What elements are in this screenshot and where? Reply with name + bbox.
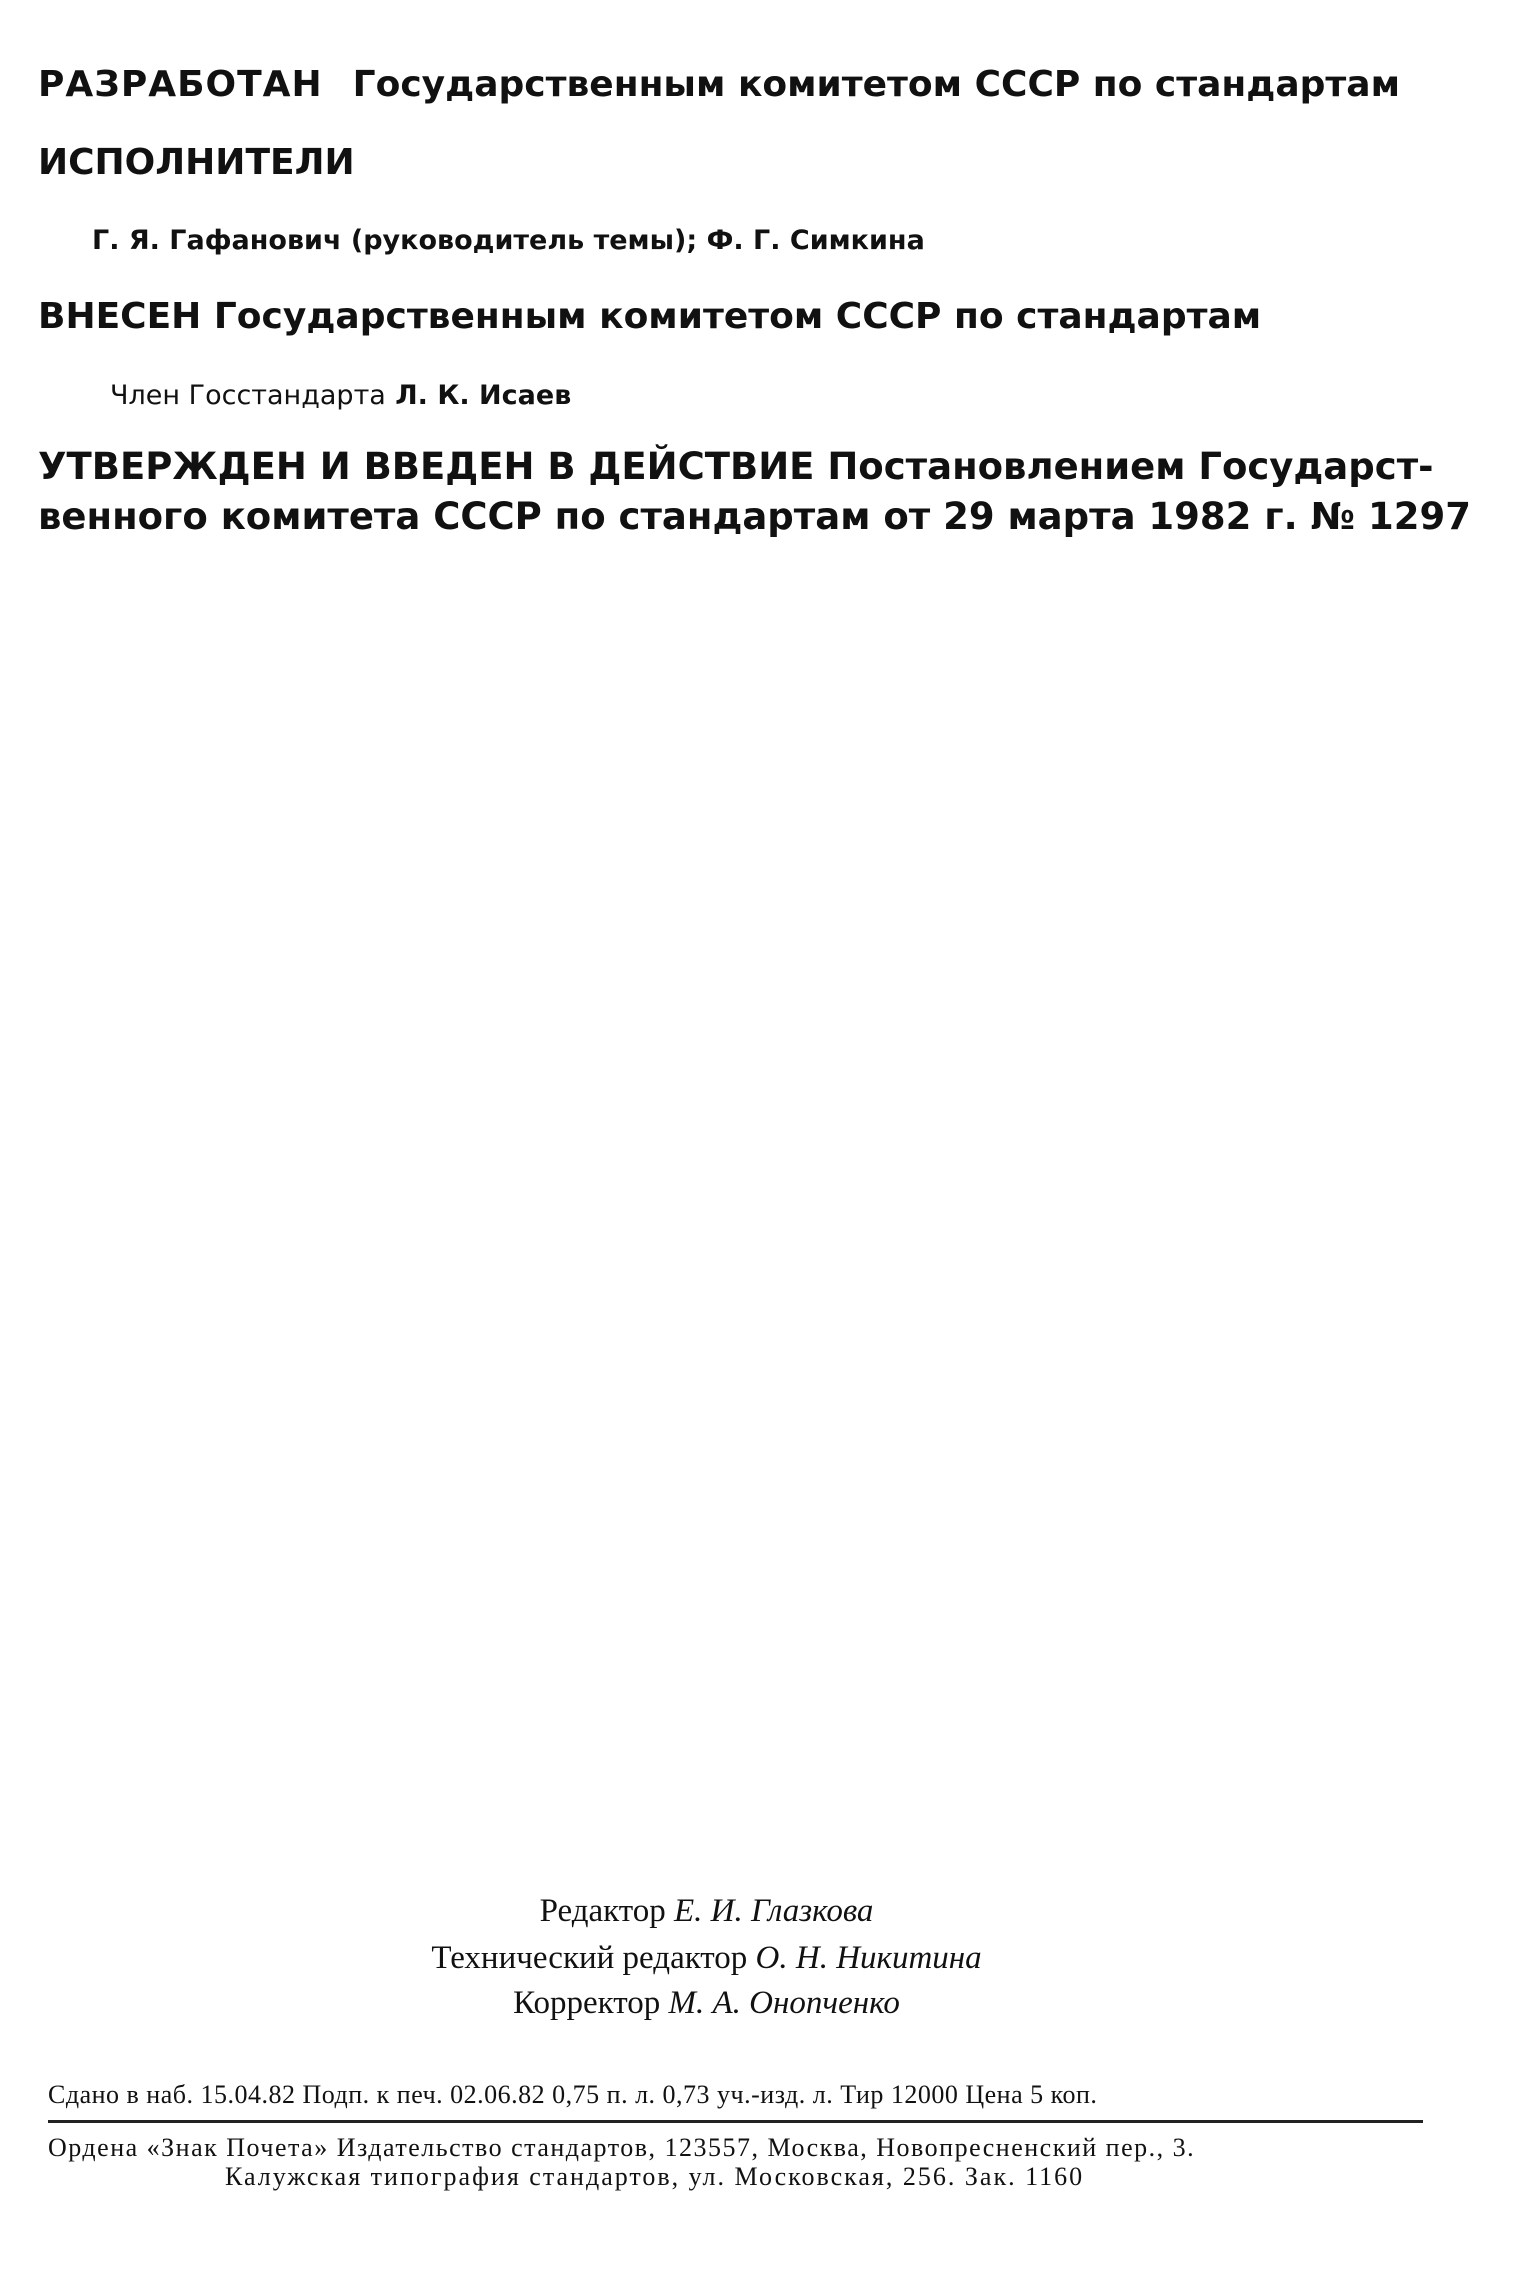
- publisher-line-1: Ордена «Знак Почета» Издательство стандартов, 123557, Москва, Новопресненский пер., 3.: [48, 2133, 1196, 2162]
- introduced-organization: Государственным комитетом СССР по стандартам: [213, 296, 1262, 337]
- approved-text-line1: Постановлением Государст-: [827, 445, 1434, 488]
- approved-line-1: [38, 445, 1434, 488]
- member-prefix: Член Госстандарта: [110, 380, 386, 411]
- technical-editor-name: О. Н. Никитина: [755, 1940, 982, 1976]
- developed-label: РАЗРАБОТАН: [38, 64, 323, 105]
- member-name: Л. К. Исаев: [395, 380, 572, 411]
- editor-name: Е. И. Глазкова: [673, 1893, 874, 1929]
- introduced-by-line: [38, 296, 1261, 337]
- corrector-credit: [0, 1985, 1473, 2022]
- editor-credit: [0, 1893, 1473, 1930]
- corrector-name: М. А. Онопченко: [668, 1985, 900, 2021]
- executors-heading: ИСПОЛНИТЕЛИ: [38, 142, 355, 183]
- print-imprint-line: Сдано в наб. 15.04.82 Подп. к печ. 02.06.82 0,75 п. л. 0,73 уч.-изд. л. Тир 12000 Цена 5 коп.: [48, 2080, 1098, 2109]
- corrector-role: Корректор: [513, 1985, 661, 2021]
- approved-line-2: венного комитета СССР по стандартам от 29 марта 1982 г. № 1297: [38, 495, 1471, 538]
- imprint-divider: [48, 2120, 1423, 2123]
- technical-editor-credit: [0, 1940, 1473, 1977]
- developed-organization: Государственным комитетом СССР по стандартам: [352, 64, 1401, 105]
- editor-role: Редактор: [539, 1893, 666, 1929]
- approved-label: УТВЕРЖДЕН И ВВЕДЕН В ДЕЙСТВИЕ: [38, 445, 815, 488]
- gosstandart-member-line: [110, 380, 571, 411]
- introduced-label: ВНЕСЕН: [38, 296, 202, 337]
- publisher-line-2: Калужская типография стандартов, ул. Московская, 256. Зак. 1160: [225, 2162, 1085, 2191]
- developed-by-line: [38, 64, 1400, 105]
- technical-editor-role: Технический редактор: [431, 1940, 748, 1976]
- executors-names: Г. Я. Гафанович (руководитель темы); Ф. Г. Симкина: [92, 225, 925, 256]
